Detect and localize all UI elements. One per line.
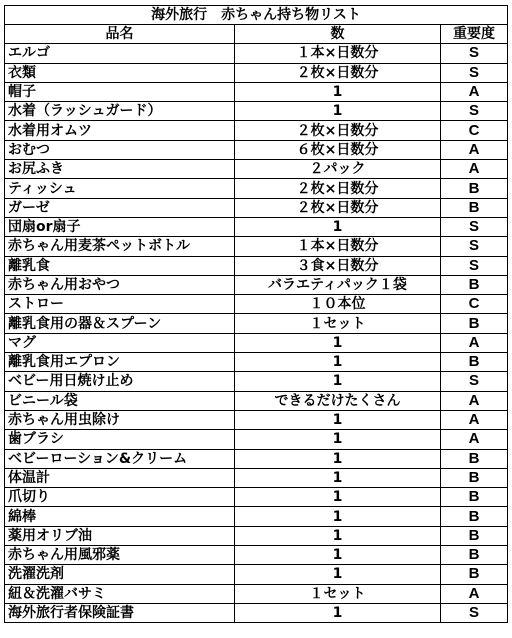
item-qty-cell: 1: [235, 468, 441, 487]
item-importance-cell: S: [441, 102, 508, 121]
item-qty-cell: ２枚×日数分: [235, 179, 441, 198]
item-importance-cell: B: [441, 468, 508, 487]
item-importance-cell: B: [441, 275, 508, 294]
title-row: [5, 6, 508, 25]
header-importance: 重要度: [441, 25, 508, 44]
table-row: [5, 468, 508, 487]
item-qty-cell: 1: [235, 507, 441, 526]
table-row: [5, 488, 508, 507]
header-row: [5, 25, 508, 44]
item-qty-cell: ２パック: [235, 160, 441, 179]
item-name-cell: 紐＆洗濯バサミ: [5, 584, 235, 603]
item-qty-cell: 1: [235, 353, 441, 372]
item-qty-cell: 1: [235, 82, 441, 101]
item-importance-cell: A: [441, 584, 508, 603]
table-row: [5, 63, 508, 82]
item-importance-cell: B: [441, 565, 508, 584]
item-importance-cell: B: [441, 198, 508, 217]
item-name-cell: ガーゼ: [5, 198, 235, 217]
table-row: [5, 44, 508, 63]
item-qty-cell: 1: [235, 449, 441, 468]
item-name-cell: 海外旅行者保険証書: [5, 603, 235, 622]
table-row: [5, 372, 508, 391]
table-body: [5, 44, 508, 623]
item-qty-cell: 1: [235, 488, 441, 507]
item-name-cell: 赤ちゃん用虫除け: [5, 410, 235, 429]
item-importance-cell: S: [441, 237, 508, 256]
item-qty-cell: ２枚×日数分: [235, 198, 441, 217]
item-importance-cell: B: [441, 353, 508, 372]
item-qty-cell: 1: [235, 526, 441, 545]
item-name-cell: 赤ちゃん用風邪薬: [5, 546, 235, 565]
item-name-cell: 歯ブラシ: [5, 430, 235, 449]
item-importance-cell: A: [441, 333, 508, 352]
item-qty-cell: 1: [235, 546, 441, 565]
item-qty-cell: ６枚×日数分: [235, 140, 441, 159]
item-importance-cell: C: [441, 295, 508, 314]
item-qty-cell: 1: [235, 333, 441, 352]
item-importance-cell: B: [441, 449, 508, 468]
item-name-cell: エルゴ: [5, 44, 235, 63]
table-row: [5, 546, 508, 565]
table-row: [5, 160, 508, 179]
table-row: [5, 333, 508, 352]
item-name-cell: ストロー: [5, 295, 235, 314]
table-row: [5, 256, 508, 275]
item-name-cell: 水着（ラッシュガード）: [5, 102, 235, 121]
table-row: [5, 237, 508, 256]
item-qty-cell: 1: [235, 603, 441, 622]
item-name-cell: ティッシュ: [5, 179, 235, 198]
item-importance-cell: B: [441, 179, 508, 198]
item-qty-cell: １セット: [235, 314, 441, 333]
item-name-cell: 団扇or扇子: [5, 217, 235, 236]
table-row: [5, 526, 508, 545]
item-name-cell: 離乳食: [5, 256, 235, 275]
item-name-cell: 衣類: [5, 63, 235, 82]
item-name-cell: 薬用オリブ油: [5, 526, 235, 545]
item-qty-cell: 1: [235, 430, 441, 449]
table-row: [5, 603, 508, 622]
item-qty-cell: 1: [235, 410, 441, 429]
item-name-cell: おむつ: [5, 140, 235, 159]
item-name-cell: 体温計: [5, 468, 235, 487]
table-row: [5, 82, 508, 101]
item-importance-cell: S: [441, 44, 508, 63]
item-importance-cell: S: [441, 256, 508, 275]
item-qty-cell: １０本位: [235, 295, 441, 314]
item-name-cell: 水着用オムツ: [5, 121, 235, 140]
item-name-cell: 綿棒: [5, 507, 235, 526]
table-row: [5, 140, 508, 159]
table-row: [5, 314, 508, 333]
item-importance-cell: B: [441, 314, 508, 333]
item-importance-cell: A: [441, 140, 508, 159]
item-name-cell: 離乳食用エプロン: [5, 353, 235, 372]
table-row: [5, 198, 508, 217]
item-importance-cell: B: [441, 546, 508, 565]
table-row: [5, 507, 508, 526]
table-row: [5, 449, 508, 468]
packing-list-table: [4, 5, 508, 623]
item-qty-cell: １本×日数分: [235, 237, 441, 256]
item-importance-cell: A: [441, 160, 508, 179]
table-row: [5, 217, 508, 236]
table-row: [5, 179, 508, 198]
item-importance-cell: A: [441, 82, 508, 101]
item-qty-cell: １セット: [235, 584, 441, 603]
item-importance-cell: S: [441, 372, 508, 391]
item-importance-cell: S: [441, 63, 508, 82]
item-importance-cell: A: [441, 410, 508, 429]
item-importance-cell: B: [441, 507, 508, 526]
table-row: [5, 295, 508, 314]
item-name-cell: ベビーローション&クリーム: [5, 449, 235, 468]
table-row: [5, 102, 508, 121]
table-title: 海外旅行 赤ちゃん持ち物リスト: [5, 6, 508, 25]
item-name-cell: マグ: [5, 333, 235, 352]
table-row: [5, 121, 508, 140]
item-importance-cell: S: [441, 217, 508, 236]
item-name-cell: 爪切り: [5, 488, 235, 507]
item-qty-cell: 1: [235, 217, 441, 236]
item-name-cell: ビニール袋: [5, 391, 235, 410]
item-importance-cell: B: [441, 526, 508, 545]
item-qty-cell: 1: [235, 565, 441, 584]
item-qty-cell: １本×日数分: [235, 44, 441, 63]
table-row: [5, 565, 508, 584]
item-qty-cell: ３食×日数分: [235, 256, 441, 275]
item-qty-cell: できるだけたくさん: [235, 391, 441, 410]
item-qty-cell: ２枚×日数分: [235, 63, 441, 82]
table-row: [5, 584, 508, 603]
item-name-cell: 洗濯洗剤: [5, 565, 235, 584]
item-qty-cell: バラエティパック１袋: [235, 275, 441, 294]
item-name-cell: 帽子: [5, 82, 235, 101]
table-row: [5, 275, 508, 294]
item-qty-cell: ２枚×日数分: [235, 121, 441, 140]
item-qty-cell: 1: [235, 372, 441, 391]
item-name-cell: お尻ふき: [5, 160, 235, 179]
item-importance-cell: C: [441, 121, 508, 140]
table-row: [5, 410, 508, 429]
item-name-cell: ベビー用日焼け止め: [5, 372, 235, 391]
table-row: [5, 353, 508, 372]
table-row: [5, 391, 508, 410]
item-importance-cell: A: [441, 391, 508, 410]
item-importance-cell: A: [441, 430, 508, 449]
item-importance-cell: B: [441, 488, 508, 507]
header-name: 品名: [5, 25, 235, 44]
item-name-cell: 赤ちゃん用麦茶ペットボトル: [5, 237, 235, 256]
item-importance-cell: S: [441, 603, 508, 622]
header-qty: 数: [235, 25, 441, 44]
item-qty-cell: 1: [235, 102, 441, 121]
item-name-cell: 赤ちゃん用おやつ: [5, 275, 235, 294]
table-row: [5, 430, 508, 449]
item-name-cell: 離乳食用の器＆スプーン: [5, 314, 235, 333]
